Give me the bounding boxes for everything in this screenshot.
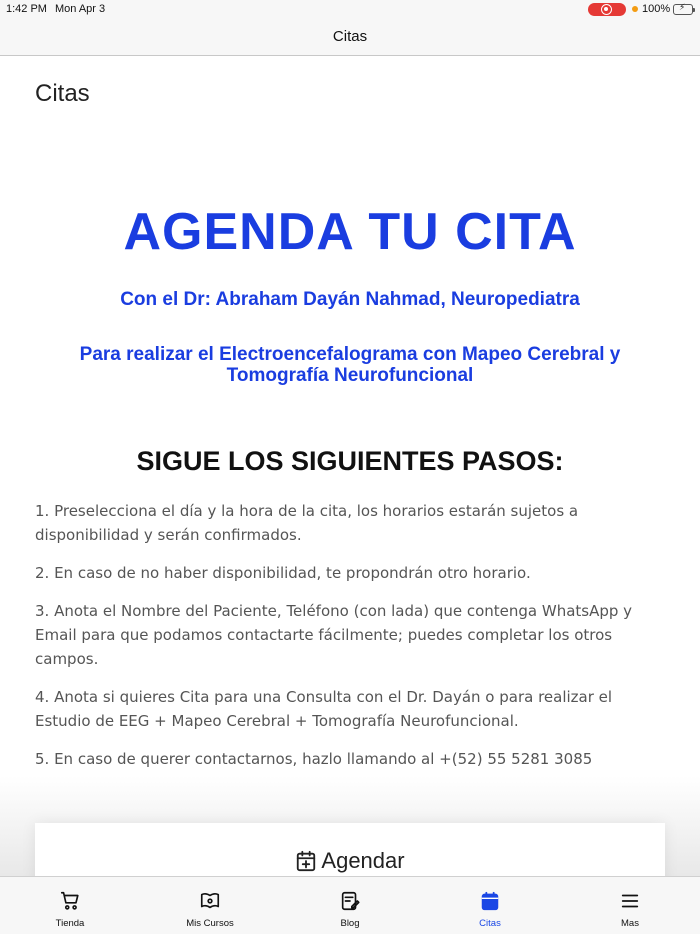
agendar-button[interactable] (35, 823, 665, 876)
study-subtitle: Para realizar el Electroencefalograma con Mapeo Cerebral y Tomografía Neurofuncional (79, 344, 621, 386)
tab-citas[interactable] (420, 877, 560, 934)
screen-record-icon[interactable] (588, 3, 626, 16)
cart-icon (59, 890, 81, 912)
step-item: 5. En caso de querer contactarnos, hazlo llamando al +(52) 55 5281 3085 (35, 750, 593, 768)
calendar-plus-icon (295, 850, 317, 872)
status-bar (0, 0, 700, 20)
status-date: Mon Apr 3 (55, 3, 106, 15)
blog-edit-icon (339, 890, 361, 912)
step-item: 2. En caso de no haber disponibilidad, te propondrán otro horario. (35, 564, 531, 582)
tab-label: Mas (621, 918, 639, 929)
page-title: Citas (35, 80, 90, 107)
steps-list (35, 499, 665, 785)
tab-label: Citas (479, 918, 501, 929)
book-open-icon (199, 890, 221, 912)
tab-blog[interactable] (280, 877, 420, 934)
doctor-subtitle: Con el Dr: Abraham Dayán Nahmad, Neuropediatra (120, 289, 580, 310)
nav-title: Citas (332, 28, 368, 45)
tab-tienda[interactable] (0, 877, 140, 934)
status-time: 1:42 PM (6, 3, 47, 15)
steps-heading: SIGUE LOS SIGUIENTES PASOS: (136, 446, 564, 476)
battery-percent: 100% (642, 3, 671, 15)
mic-indicator-icon (632, 6, 638, 12)
headline: AGENDA TU CITA (123, 203, 577, 261)
tab-label: Blog (340, 918, 360, 929)
step-item: 3. Anota el Nombre del Paciente, Teléfono (con lada) que contenga WhatsApp y Email para que podamos contactarte fácilmente; puedes completar los otros campos. (35, 602, 633, 668)
menu-icon (619, 890, 641, 912)
navigation-bar (0, 20, 700, 56)
tab-mas[interactable] (560, 877, 700, 934)
battery-icon (673, 4, 693, 15)
main-content[interactable] (0, 56, 700, 876)
tab-mis-cursos[interactable] (140, 877, 280, 934)
tab-bar (0, 876, 700, 934)
tab-label: Tienda (55, 918, 85, 929)
step-item: 4. Anota si quieres Cita para una Consulta con el Dr. Dayán o para realizar el Estudio de EEG + Mapeo Cerebral + Tomografía Neurofuncional. (35, 688, 613, 730)
tab-label: Mis Cursos (186, 918, 234, 929)
agendar-label: Agendar (321, 848, 405, 873)
calendar-icon (479, 890, 501, 912)
step-item: 1. Preselecciona el día y la hora de la cita, los horarios estarán sujetos a disponibilidad y serán confirmados. (35, 502, 579, 544)
